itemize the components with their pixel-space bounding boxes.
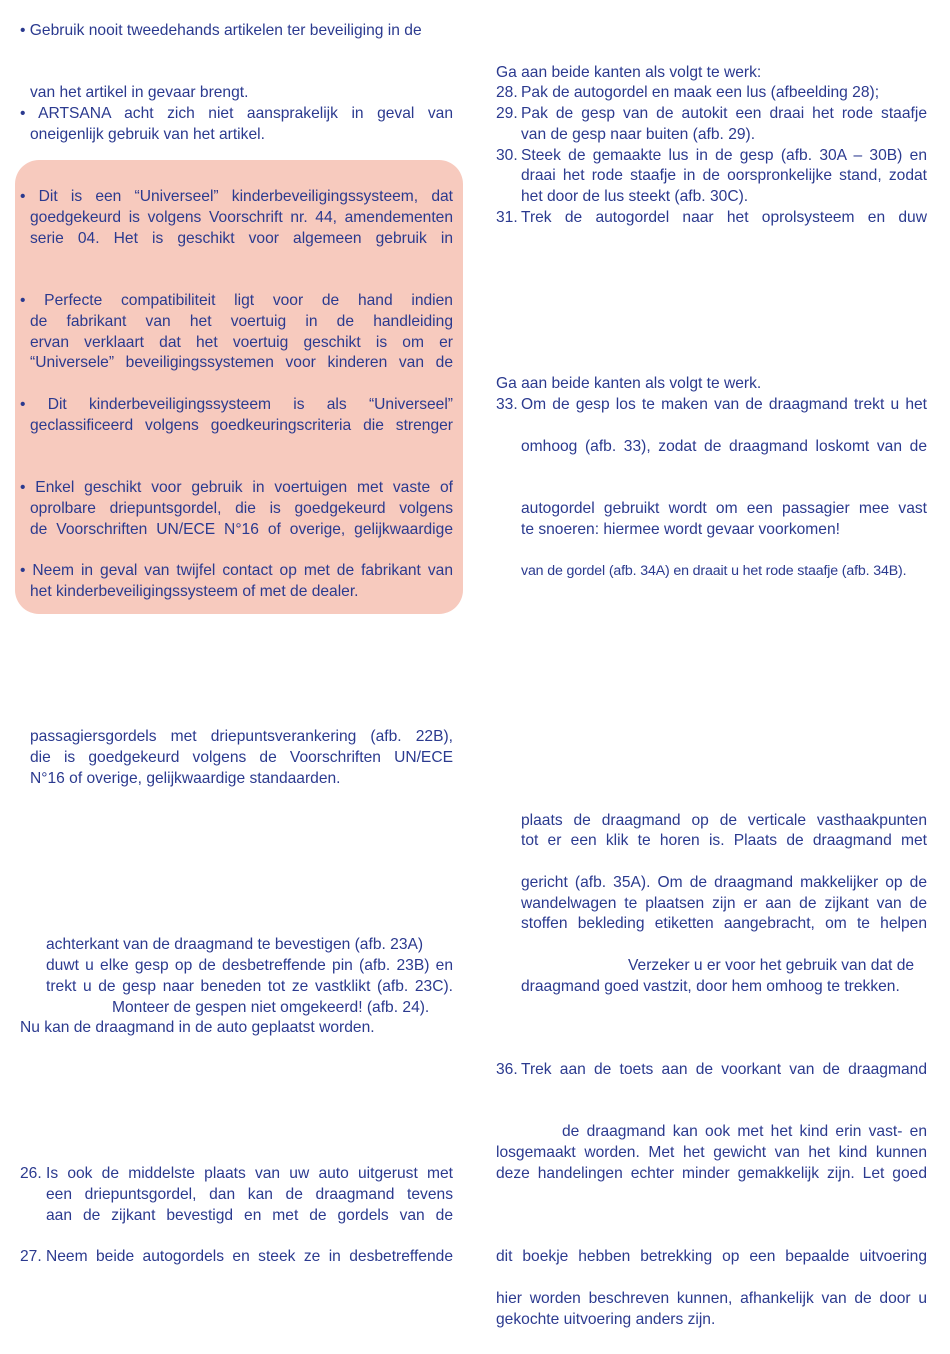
step36-text-line-1: Trek aan de toets aan de voorkant van de draagmand bbox=[521, 1061, 927, 1078]
warning-artsana-line-1: • ARTSANA acht zich niet aansprakelijk in geval van bbox=[20, 105, 453, 122]
notice-vehicles-line-1: • Enkel geschikt voor gebruik in voertuigen met vaste of bbox=[20, 479, 453, 496]
procedure-intro-2: Ga aan beide kanten als volgt te werk. bbox=[496, 375, 762, 392]
step30-text-line-3: het door de lus steekt (afb. 30C). bbox=[521, 188, 749, 205]
step23-text-line-1: achterkant van de draagmand te bevestigen (afb. 23A) bbox=[46, 936, 424, 953]
notice-vehicles-line-2: oprolbare driepuntsgordel, die is goedgekeurd volgens bbox=[30, 500, 453, 517]
step30-text-line-2: draai het rode staafje in de oorspronkelijke stand, zodat bbox=[521, 167, 927, 184]
step22-text-line-2: die is goedgekeurd volgens de Voorschriften UN/ECE bbox=[30, 749, 453, 766]
step35-text-line-2: tot er een klik te horen is. Plaats de draagmand met bbox=[521, 832, 927, 849]
step33-number: 33. bbox=[496, 396, 518, 413]
warning-secondhand-line-2: van het artikel in gevaar brengt. bbox=[30, 84, 249, 101]
step33-text-line-4: te snoeren: hiermee wordt gevaar voorkomen! bbox=[521, 521, 840, 538]
note-text-line-3: deze handelingen echter minder gemakkelijk zijn. Let goed bbox=[496, 1165, 927, 1182]
step23-text-line-3: trekt u de gesp naar beneden tot ze vastklikt (afb. 23C). bbox=[46, 978, 453, 995]
step35-text-line-3: gericht (afb. 35A). Om de draagmand makkelijker op de bbox=[521, 874, 927, 891]
notice-universal-line-3: serie 04. Het is geschikt voor algemeen gebruik in bbox=[30, 230, 453, 247]
step33-text-line-3: autogordel gebruikt wordt om een passagier mee vast bbox=[521, 500, 927, 517]
notice-vehicles-line-3: de Voorschriften UN/ECE N°16 of overige, gelijkwaardige bbox=[30, 521, 453, 538]
step35-text-line-5: stoffen bekleding etiketten aangebracht, om te helpen bbox=[521, 915, 927, 932]
note-text-line-2: losgemaakt worden. Met het gewicht van het kind kunnen bbox=[496, 1144, 927, 1161]
notice-compat-line-3: ervan verklaart dat het voertuig geschikt is om er bbox=[30, 334, 453, 351]
warning-secondhand-line-1: • Gebruik nooit tweedehands artikelen ter beveiliging in de bbox=[20, 22, 422, 39]
step25-text: Nu kan de draagmand in de auto geplaatst worden. bbox=[20, 1019, 375, 1036]
step30-number: 30. bbox=[496, 147, 518, 164]
step29-text-line-2: van de gesp naar buiten (afb. 29). bbox=[521, 126, 756, 143]
notice-universal-line-1: • Dit is een “Universeel” kinderbeveiligingssysteem, dat bbox=[20, 188, 453, 205]
step35-text-line-7: draagmand goed vastzit, door hem omhoog te trekken. bbox=[521, 978, 900, 995]
notice-classified-line-2: geclassificeerd volgens goedkeuringscriteria die strenger bbox=[30, 417, 453, 434]
step26-number: 26. bbox=[20, 1165, 42, 1182]
notice-universal-line-2: goedgekeurd is volgens Voorschrift nr. 44, amendementen bbox=[30, 209, 453, 226]
step35-text-line-1: plaats de draagmand op de verticale vasthaakpunten bbox=[521, 812, 927, 829]
step23-text-line-2: duwt u elke gesp op de desbetreffende pin (afb. 23B) en bbox=[46, 957, 453, 974]
step33-text-line-1: Om de gesp los te maken van de draagmand trekt u het bbox=[521, 396, 927, 413]
step31-text-line-1: Trek de autogordel naar het oprolsysteem en duw bbox=[521, 209, 927, 226]
step26-text-line-2: een driepuntsgordel, dan kan de draagmand tevens bbox=[46, 1186, 453, 1203]
step26-text-line-1: Is ook de middelste plaats van uw auto uitgerust met bbox=[46, 1165, 453, 1182]
notice-classified-line-1: • Dit kinderbeveiligingssysteem is als “Universeel” bbox=[20, 396, 453, 413]
step29-text-line-1: Pak de gesp van de autokit een draai het rode staafje bbox=[521, 105, 927, 122]
step28-number: 28. bbox=[496, 84, 518, 101]
note-text-line-4: dit boekje hebben betrekking op een bepaalde uitvoering bbox=[496, 1248, 927, 1265]
step27-number: 27. bbox=[20, 1248, 42, 1265]
notice-compat-line-4: “Universele” beveiligingssystemen voor kinderen van de bbox=[30, 354, 453, 371]
step28-text: Pak de autogordel en maak een lus (afbeelding 28); bbox=[521, 84, 880, 101]
warning-artsana-line-2: oneigenlijk gebruik van het artikel. bbox=[30, 126, 265, 143]
note-text-line-1: de draagmand kan ook met het kind erin vast- en bbox=[562, 1123, 927, 1140]
step31-number: 31. bbox=[496, 209, 518, 226]
step26-text-line-3: aan de zijkant bevestigd en met de gordels van de bbox=[46, 1207, 453, 1224]
step34-text: van de gordel (afb. 34A) en draait u het rode staafje (afb. 34B). bbox=[521, 563, 907, 579]
step22-text-line-1: passagiersgordels met driepuntsverankering (afb. 22B), bbox=[30, 728, 453, 745]
step24-warning: Monteer de gespen niet omgekeerd! (afb. 24). bbox=[112, 999, 430, 1016]
note-text-line-5: hier worden beschreven kunnen, afhankelijk van de door u bbox=[496, 1290, 927, 1307]
step33-text-line-2: omhoog (afb. 33), zodat de draagmand loskomt van de bbox=[521, 438, 927, 455]
step29-number: 29. bbox=[496, 105, 518, 122]
step35-text-line-6: Verzeker u er voor het gebruik van dat de bbox=[628, 957, 915, 974]
step27-text-line-1: Neem beide autogordels en steek ze in desbetreffende bbox=[46, 1248, 453, 1265]
notice-compat-line-1: • Perfecte compatibiliteit ligt voor de hand indien bbox=[20, 292, 453, 309]
notice-doubt-line-1: • Neem in geval van twijfel contact op met de fabrikant van bbox=[20, 562, 453, 579]
note-text-line-6: gekochte uitvoering anders zijn. bbox=[496, 1311, 716, 1328]
step30-text-line-1: Steek de gemaakte lus in de gesp (afb. 30A – 30B) en bbox=[521, 147, 927, 164]
step36-number: 36. bbox=[496, 1061, 518, 1078]
procedure-intro-1: Ga aan beide kanten als volgt te werk: bbox=[496, 64, 762, 81]
notice-compat-line-2: de fabrikant van het voertuig in de handleiding bbox=[30, 313, 453, 330]
step35-text-line-4: wandelwagen te plaatsen zijn er aan de zijkant van de bbox=[521, 895, 927, 912]
step22-text-line-3: N°16 of overige, gelijkwaardige standaarden. bbox=[30, 770, 341, 787]
notice-doubt-line-2: het kinderbeveiligingssysteem of met de dealer. bbox=[30, 583, 359, 600]
